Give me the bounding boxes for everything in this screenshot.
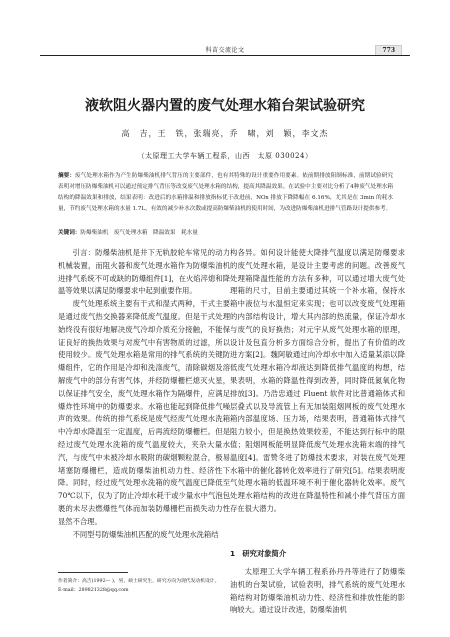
section-heading: 1 研究对象简介 xyxy=(230,549,287,558)
paragraph: 引言：防爆柴油机是井下无轨胶轮车常见的动力机械装置，而阻火器和废气处理水箱作为防爆柴油机进排气系统不可或缺的防爆组件[1]，在火焰淬熄和降温等效果以满足防爆要求中起到重要作用。 xyxy=(58,248,230,296)
keywords-text: 防爆柴油机 废气处理水箱 降温效果 耗水量 xyxy=(80,230,198,236)
page-header xyxy=(0,0,450,54)
author-list: 高 吉，王 铁，张瑞亮，乔 啸，刘 颖，李文杰 xyxy=(121,129,329,138)
affiliation: （太原理工大学车辆工程系，山西 太原 030024） xyxy=(137,152,313,160)
footnote-author-info: 作者简介：高吉(1992— )，男，硕士研究生，研究方向为现代发动机设计。 xyxy=(58,579,220,584)
paragraph: 不同型号防爆柴油机匹配的废气处理水洗箱结 xyxy=(72,529,219,539)
page-number: 773 xyxy=(375,45,402,56)
footnote-email: E-mail：289821328@qq.com xyxy=(58,588,129,593)
body-right-column xyxy=(230,247,405,516)
header-rule xyxy=(40,55,410,56)
keywords-label: 关键词： xyxy=(58,230,81,236)
footnote-rule xyxy=(58,572,128,573)
journal-name: 科苗交流论文 xyxy=(205,47,245,54)
body-left-column xyxy=(58,247,230,541)
paragraph: 太原理工大学车辆工程系孙丹丹等进行了防爆柴油机的台架试验，试验表明，排气系统的废气处理水箱结构对防爆柴油机动力性、经济性和排放性能的影响较大。通过设计改进，防爆柴油机 xyxy=(230,567,405,615)
keywords xyxy=(58,228,393,236)
section-body xyxy=(230,566,405,617)
paper-title: 液软阻火器内置的废气处理水箱台架试验研究 xyxy=(85,98,365,114)
paragraph: 构各异。如何设计能使大降排气温度以满足防爆要求的废气处理水箱，是设计主要考虑的问题。改善废气处理箱降温性能的方法有多种，可以通过增大废气处理箱的尺寸，目前主要通过其统一个补水箱，保持水箱中液位与水温恒定来实现；也可以改变废气处理箱的内部结构设计，增大其内部的热流量，保证冷却水与废气的良好换热；对元宇从废气处理水箱的原理，设计及包直分析多方面综合分析，提出了有价值的改进方案[2]。魏阿敏通过向冷却水中加入适量某添以降低废气处理水箱冷却液达到降低排气温度的构想，结果表明，水箱的降温性得到改善，同时降低氮氧化物排放[3]。乃浩忠通过 Fluent 软件对比普通箱体式和层叠式以及导流管上有无加装阻烟网板的废气处理水箱内部温度场、压力场，结果表明，普通箱体式排气阻力较小，但是换热效果较差，不能达到行标中的限值；阻烟网板能明显降低废气处理水洗箱末端的排气温度[4]。雷赞冬进了防爆技术要求，对装在废气处理水箱中的催化器转化效率进行了研究[5]。结果表明废气处理水箱的低温环境不利于催化器转化效率。废气处理水箱结构的改进在降温特性和减小排气背压方面存在很大潜力。 xyxy=(230,248,405,513)
footnote xyxy=(58,577,228,595)
abstract-label: 摘要： xyxy=(58,173,76,179)
abstract-text: 废气处理水箱作为产生防爆柴油机排气背压的主要部件，也有其特殊的设计重要作用要素。依前期排放阻制标准，前期试验研究表明对增压防爆柴油机可以通过预定排气背压等改变废气处理水箱的结构，提高其降温效果。在试验中主要对比分析了4种废气处理水箱结构的降温效果和排放，结果表明：改进后的水箱排温和排放指标优于改进前，NOx 排放下降降幅在 6.16%，尤其是在 3min 的耗水量，节约废气处理水箱的水量 1.7L，有效的减少补水次数或提高防爆柴油机的使用时间，为改进防爆柴油机进排气管路设计提供参考。 xyxy=(58,173,393,212)
abstract xyxy=(58,171,393,215)
paragraph: 废气处理系统主要有干式和湿式两种，干式主要是通过废气热交换器来降低废气温度。但是干式处理始终没有很好地解决废气冷却介质充分接触，不能保证良好的换热效果与对废气中有害物质的过滤，所以使用较少。废气处理水箱是常用的排气系统的关键防爆组件，它的作用是冷却和洗涤废气，清除碳烟及溶解废气中的部分有害气体，并经防爆栅栏熄灭火星，以保证排气安全，废气处理水箱作为隔爆件，应满足爆炸性环境中的防爆要求。水箱也能起到降低排气噪声的效果。传统的排气系统是废气经废气处理水洗箱中冷却水降温至一定温度，后再流经防爆栅栏。但是经过废气处理水洗箱的废气温度较大，夹杂大量水汽，与废气中未被冷却水吸附的碳烟颗粒混合，极易堵塞防爆栅栏，造成防爆柴油机动力性、经济性下降。同时，经过废气处理水洗箱的废气温度已降低至 70℃以下，仅为了防止冷却水耗干或少量水中气泡包裹的未尽去燃爆性气体而加装防爆栅栏而损失动力性显然不合理。 xyxy=(58,299,230,526)
